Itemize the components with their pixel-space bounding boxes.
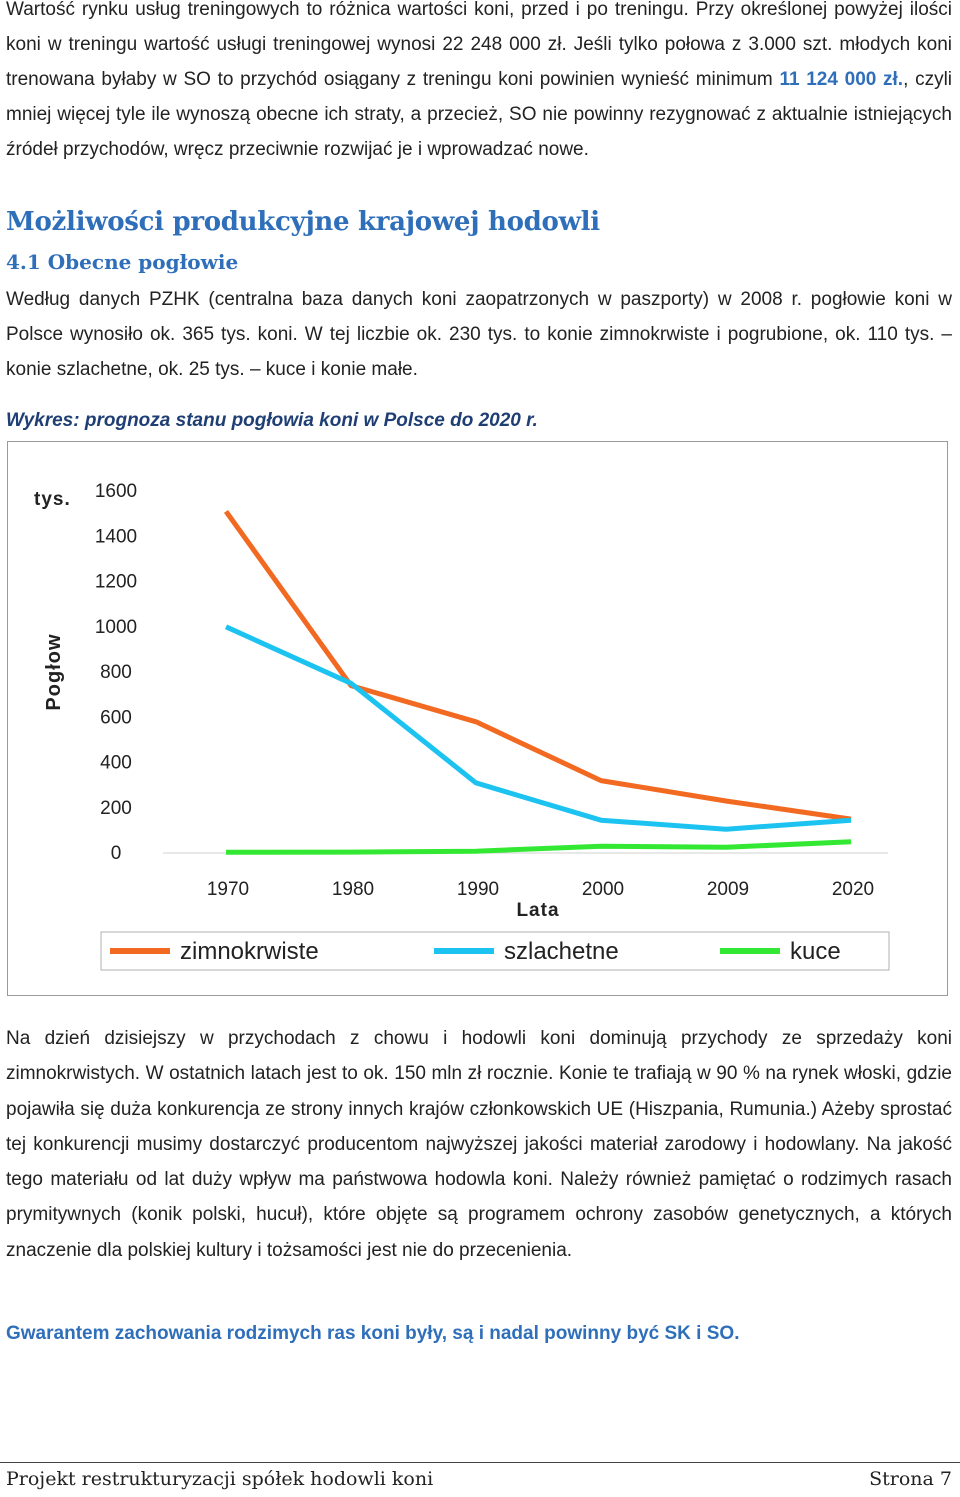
intro-highlight: 11 124 000 zł.: [779, 69, 904, 90]
intro-rest: , czyli mniej więcej tyle ile wynoszą obecne ich straty, a przecież, SO nie powinny rezygnować z aktualnie istniejących źródeł przychodów, wręcz przeciwnie rozwijać je i wprowadzać nowe.: [6, 69, 953, 160]
legend-label-szlachetne: szlachetne: [504, 938, 619, 965]
y-tick-label: 400: [100, 752, 132, 774]
footer-title: Projekt restrukturyzacji spółek hodowli koni: [6, 1468, 434, 1490]
x-tick-label: 1970: [206, 879, 250, 900]
chart-frame: [7, 441, 948, 996]
y-unit-label: tys.: [34, 489, 71, 510]
y-tick-label: 1200: [94, 571, 138, 593]
y-tick-label: 200: [100, 797, 132, 819]
x-tick-label: 1990: [456, 879, 500, 900]
x-tick-label: 2009: [706, 879, 750, 900]
chart-caption: Wykres: prognoza stanu pogłowia koni w Polsce do 2020 r.: [6, 410, 538, 431]
legend-label-zimnokrwiste: zimnokrwiste: [180, 938, 319, 965]
y-tick-label: 1600: [94, 481, 138, 502]
legend-label-kuce: kuce: [790, 938, 841, 965]
footer-rule: [0, 1462, 960, 1463]
page-number: Strona 7: [869, 1468, 952, 1490]
series-line-kuce: [226, 842, 851, 853]
y-axis-title: Pogłow: [43, 633, 65, 711]
section-title: Możliwości produkcyjne krajowej hodowli: [6, 207, 600, 237]
conclusion: Gwarantem zachowania rodzimych ras koni były, są i nadal powinny być SK i SO.: [6, 1323, 740, 1344]
x-tick-label: 2020: [831, 879, 875, 900]
x-tick-label: 2000: [581, 879, 625, 900]
x-tick-label: 1980: [331, 879, 375, 900]
section-subtitle: 4.1 Obecne pogłowie: [6, 250, 239, 274]
series-line-zimnokrwiste: [226, 511, 851, 819]
y-tick-label: 1000: [94, 616, 138, 638]
section-body: Według danych PZHK (centralna baza danych koni zaopatrzonych w paszporty) w 2008 r. pogłowie koni w Polsce wynosiło ok. 365 tys. koni. W tej liczbie ok. 230 tys. to konie zimnokrwiste i pogrubione, ok. 110 tys. – konie szlachetne, ok. 25 tys. – kuce i konie małe.: [6, 289, 952, 380]
intro-text: Wartość rynku usług treningowych to różnica wartości koni, przed i po treningu. Przy określonej powyżej ilości koni w treningu wartość usługi treningowej wynosi 22 248 000 zł. Jeśli tylko połowa z 3.000 szt. młodych koni trenowana byłaby w SO to przychód osiągany z treningu koni powinien wynieść minimum: [6, 0, 952, 90]
y-tick-label: 800: [100, 662, 132, 683]
series-line-szlachetne: [226, 627, 851, 829]
y-tick-label: 1400: [94, 526, 138, 548]
after-chart-paragraph: Na dzień dzisiejszy w przychodach z chowu i hodowli koni dominują przychody ze sprzedaży koni zimnokrwistych. W ostatnich latach jest to ok. 150 mln zł rocznie. Konie te trafiają w 90 % na rynek włoski, gdzie pojawiła się duża konkurencja ze strony innych krajów członkowskich UE (Hiszpania, Rumunia.) Ażeby sprostać tej konkurencji musimy dostarczyć producentom najwyższej jakości materiał zarodowy i hodowlany. Na jakość tego materiału od lat duży wpływ ma państwowa hodowla koni. Należy również pamiętać o rodzimych rasach prymitywnych (konik polski, hucuł), które objęte są programem ochrony zasobów genetycznych, a których znaczenie dla polskiej kultury i tożsamości jest nie do przecenienia.: [6, 1028, 952, 1261]
y-tick-label: 0: [110, 843, 122, 864]
x-axis-title: Lata: [516, 900, 560, 921]
intro-paragraph: [6, 0, 952, 167]
y-tick-label: 600: [100, 707, 132, 729]
population-chart: [8, 442, 947, 995]
